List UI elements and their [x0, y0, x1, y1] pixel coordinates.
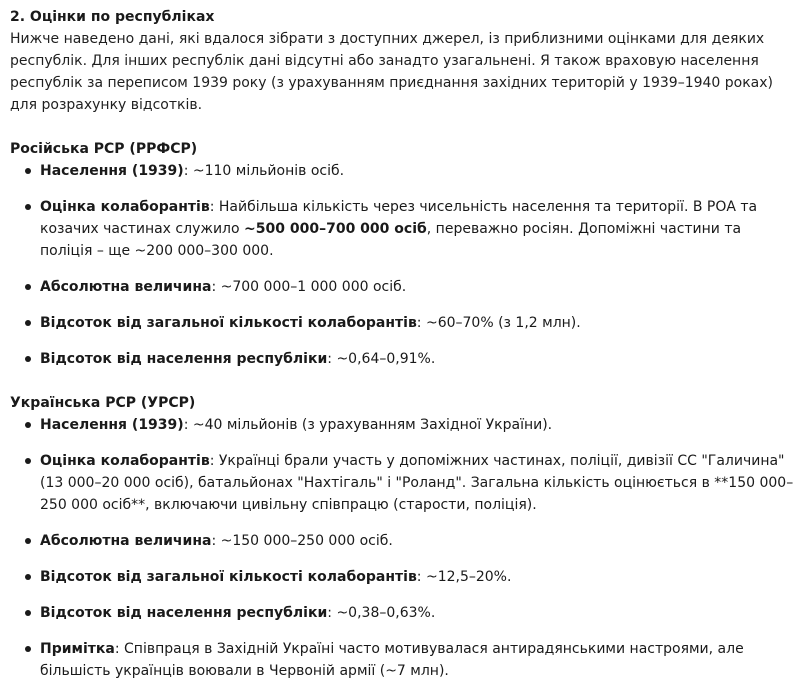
- bullet-icon: [25, 610, 31, 616]
- bullet-icon: [25, 458, 31, 464]
- section-intro: Нижче наведено дані, які вдалося зібрати з доступних джерел, із приблизними оцінками для деяких республік. Для інших республік дані відсутні або занадто узагальнені. Я також враховую населення республік за переписом 1939 року (з урахуванням приєднання західних територій у 1939–1940 роках) для розрахунку відсотків.: [10, 31, 774, 113]
- item-term: Відсоток від населення республіки: [40, 351, 328, 367]
- bullet-icon: [25, 204, 31, 210]
- item-term: Примітка: [40, 641, 115, 657]
- ukraine-heading: Українська РСР (УРСР): [10, 395, 196, 411]
- item-text: : ~700 000–1 000 000 осіб.: [211, 279, 407, 295]
- ukraine-list: [10, 414, 797, 681]
- item-text: : ~0,38–0,63%.: [327, 605, 436, 621]
- russia-heading: Російська РСР (РРФСР): [10, 141, 198, 157]
- bullet-icon: [25, 284, 31, 290]
- list-item: [10, 414, 797, 436]
- list-item: [10, 530, 797, 552]
- list-item: [10, 638, 797, 681]
- list-item: [10, 566, 797, 588]
- item-text: : Найбільша кількість через чисельність населення та території. В РОА та козачих частинах служило: [40, 199, 758, 237]
- item-text: : ~60–70% (з 1,2 млн).: [416, 315, 581, 331]
- item-term: Оцінка колаборантів: [40, 199, 210, 215]
- item-term: Відсоток від загальної кількості колаборантів: [40, 569, 417, 585]
- item-term: Населення (1939): [40, 163, 184, 179]
- item-text: : ~12,5–20%.: [416, 569, 512, 585]
- item-term: Відсоток від загальної кількості колаборантів: [40, 315, 417, 331]
- list-item: [10, 196, 797, 262]
- item-term: Оцінка колаборантів: [40, 453, 210, 469]
- item-emphasis: ~500 000–700 000 осіб: [244, 221, 427, 237]
- bullet-icon: [25, 320, 31, 326]
- list-item: [10, 450, 797, 516]
- bullet-icon: [25, 574, 31, 580]
- item-text: : ~40 мільйонів (з урахуванням Західної України).: [183, 417, 553, 433]
- item-term: Абсолютна величина: [40, 533, 212, 549]
- russia-list: [10, 160, 797, 370]
- item-text: : ~110 мільйонів осіб.: [183, 163, 345, 179]
- item-term: Відсоток від населення республіки: [40, 605, 328, 621]
- item-term: Населення (1939): [40, 417, 184, 433]
- bullet-icon: [25, 538, 31, 544]
- item-text: , переважно росіян. Допоміжні частини та поліція – ще ~200 000–300 000.: [40, 221, 742, 259]
- item-term: Абсолютна величина: [40, 279, 212, 295]
- section-title: 2. Оцінки по республіках: [10, 9, 215, 25]
- list-item: [10, 602, 797, 624]
- list-item: [10, 312, 797, 334]
- bullet-icon: [25, 646, 31, 652]
- bullet-icon: [25, 356, 31, 362]
- item-text: : Українці брали участь у допоміжних частинах, поліції, дивізії СС "Галичина" (13 000–20 000 осіб), батальйонах "Нахтігаль" і "Роланд". Загальна кількість оцінюється в **150 000–250 000 осіб**, включаючи цивільну співпрацю (старости, поліція).: [40, 453, 794, 513]
- item-text: : ~0,64–0,91%.: [327, 351, 436, 367]
- list-item: [10, 348, 797, 370]
- list-item: [10, 276, 797, 298]
- item-text: : ~150 000–250 000 осіб.: [211, 533, 393, 549]
- bullet-icon: [25, 168, 31, 174]
- bullet-icon: [25, 422, 31, 428]
- item-text: : Співпраця в Західній Україні часто мотивувалася антирадянськими настроями, але більшість українців воювали в Червоній армії (~7 млн).: [40, 641, 744, 679]
- list-item: [10, 160, 797, 182]
